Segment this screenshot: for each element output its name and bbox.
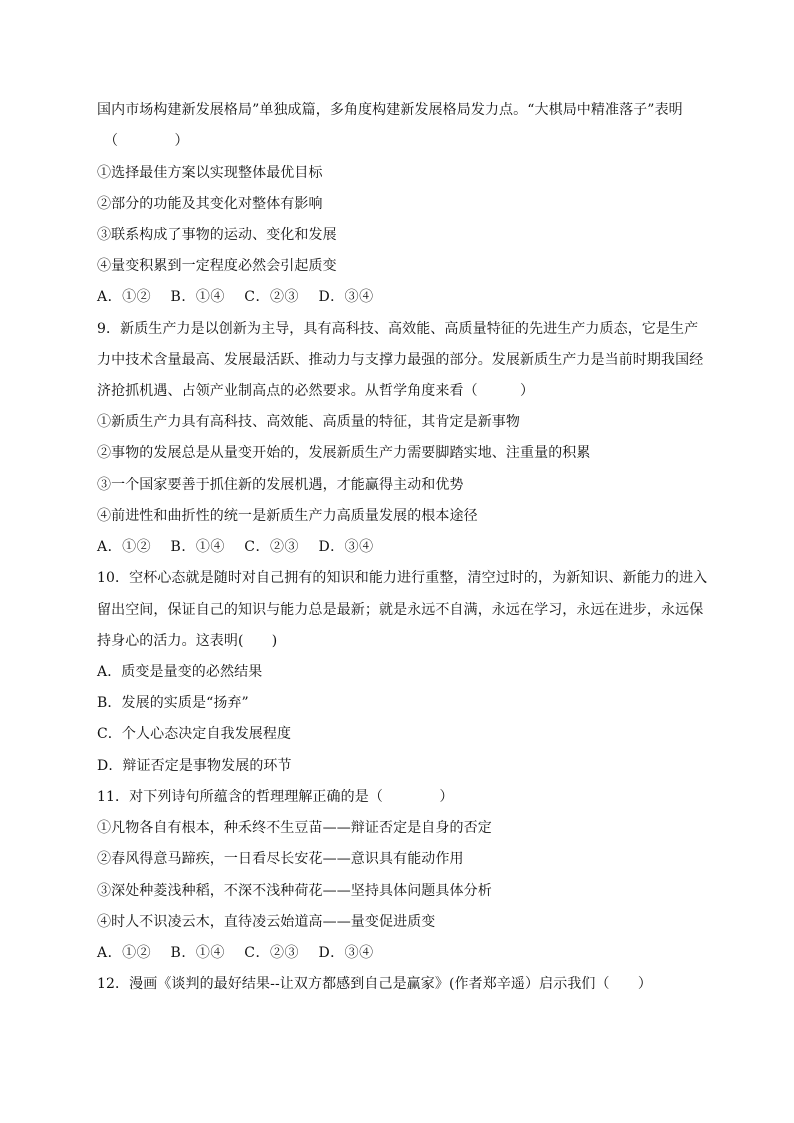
- q9-statement-3: ③一个国家要善于抓住新的发展机遇，才能赢得主动和优势: [97, 477, 464, 493]
- q10-option-b: B．发展的实质是“扬弃”: [97, 695, 249, 711]
- q8-options: A．①② B．①④ C．②③ D．③④: [97, 289, 374, 305]
- q10-stem-line-1: 10．空杯心态就是随时对自己拥有的知识和能力进行重整，清空过时的，为新知识、新能力的进入: [97, 570, 708, 586]
- q12-stem: 12．漫画《谈判的最好结果--让双方都感到自己是赢家》(作者郑辛遥）启示我们（ ）: [97, 976, 652, 992]
- q10-option-a: A．质变是量变的必然结果: [97, 664, 263, 680]
- q9-stem-line-2: 力中技术含量最高、发展最活跃、推动力与支撑力最强的部分。发展新质生产力是当前时期我国经: [97, 352, 704, 368]
- q11-options: A．①② B．①④ C．②③ D．③④: [97, 945, 374, 961]
- q10-stem-line-2: 留出空间，保证自己的知识与能力总是最新；就是永远不自满，永远在学习，永远在进步，永远保: [97, 602, 704, 618]
- q8-statement-1: ①选择最佳方案以实现整体最优目标: [97, 165, 323, 181]
- q11-statement-3: ③深处种菱浅种稻，不深不浅种荷花——坚持具体问题具体分析: [97, 883, 492, 899]
- q10-stem-line-3: 持身心的活力。这表明( ): [97, 633, 278, 649]
- q10-option-d: D．辩证否定是事物发展的环节: [97, 758, 292, 774]
- q11-statement-1: ①凡物各自有根本，种禾终不生豆苗——辩证否定是自身的否定: [97, 820, 492, 836]
- q11-statement-2: ②春风得意马蹄疾，一日看尽长安花——意识具有能动作用: [97, 851, 464, 867]
- q11-statement-4: ④时人不识凌云木，直待凌云始道高——量变促进质变: [97, 914, 436, 930]
- q8-answer-blank: （ ）: [104, 133, 189, 149]
- q9-statement-1: ①新质生产力具有高科技、高效能、高质量的特征，其肯定是新事物: [97, 414, 520, 430]
- q9-stem-line-3: 济抢抓机遇、占领产业制高点的必然要求。从哲学角度来看（ ）: [97, 383, 535, 399]
- q9-options: A．①② B．①④ C．②③ D．③④: [97, 539, 374, 555]
- q9-statement-2: ②事物的发展总是从量变开始的，发展新质生产力需要脚踏实地、注重量的积累: [97, 445, 591, 461]
- q9-statement-4: ④前进性和曲折性的统一是新质生产力高质量发展的根本途径: [97, 508, 478, 524]
- q11-stem: 11．对下列诗句所蕴含的哲理理解正确的是（ ）: [97, 789, 454, 805]
- q8-statement-3: ③联系构成了事物的运动、变化和发展: [97, 227, 337, 243]
- q8-statement-4: ④量变积累到一定程度必然会引起质变: [97, 258, 337, 274]
- q9-stem-line-1: 9．新质生产力是以创新为主导，具有高科技、高效能、高质量特征的先进生产力质态，它是生产: [97, 321, 699, 337]
- q10-option-c: C．个人心态决定自我发展程度: [97, 726, 292, 742]
- q8-statement-2: ②部分的功能及其变化对整体有影响: [97, 196, 323, 212]
- q8-stem-line-1: 国内市场构建新发展格局”单独成篇，多角度构建新发展格局发力点。“大棋局中精准落子”表明: [97, 102, 683, 118]
